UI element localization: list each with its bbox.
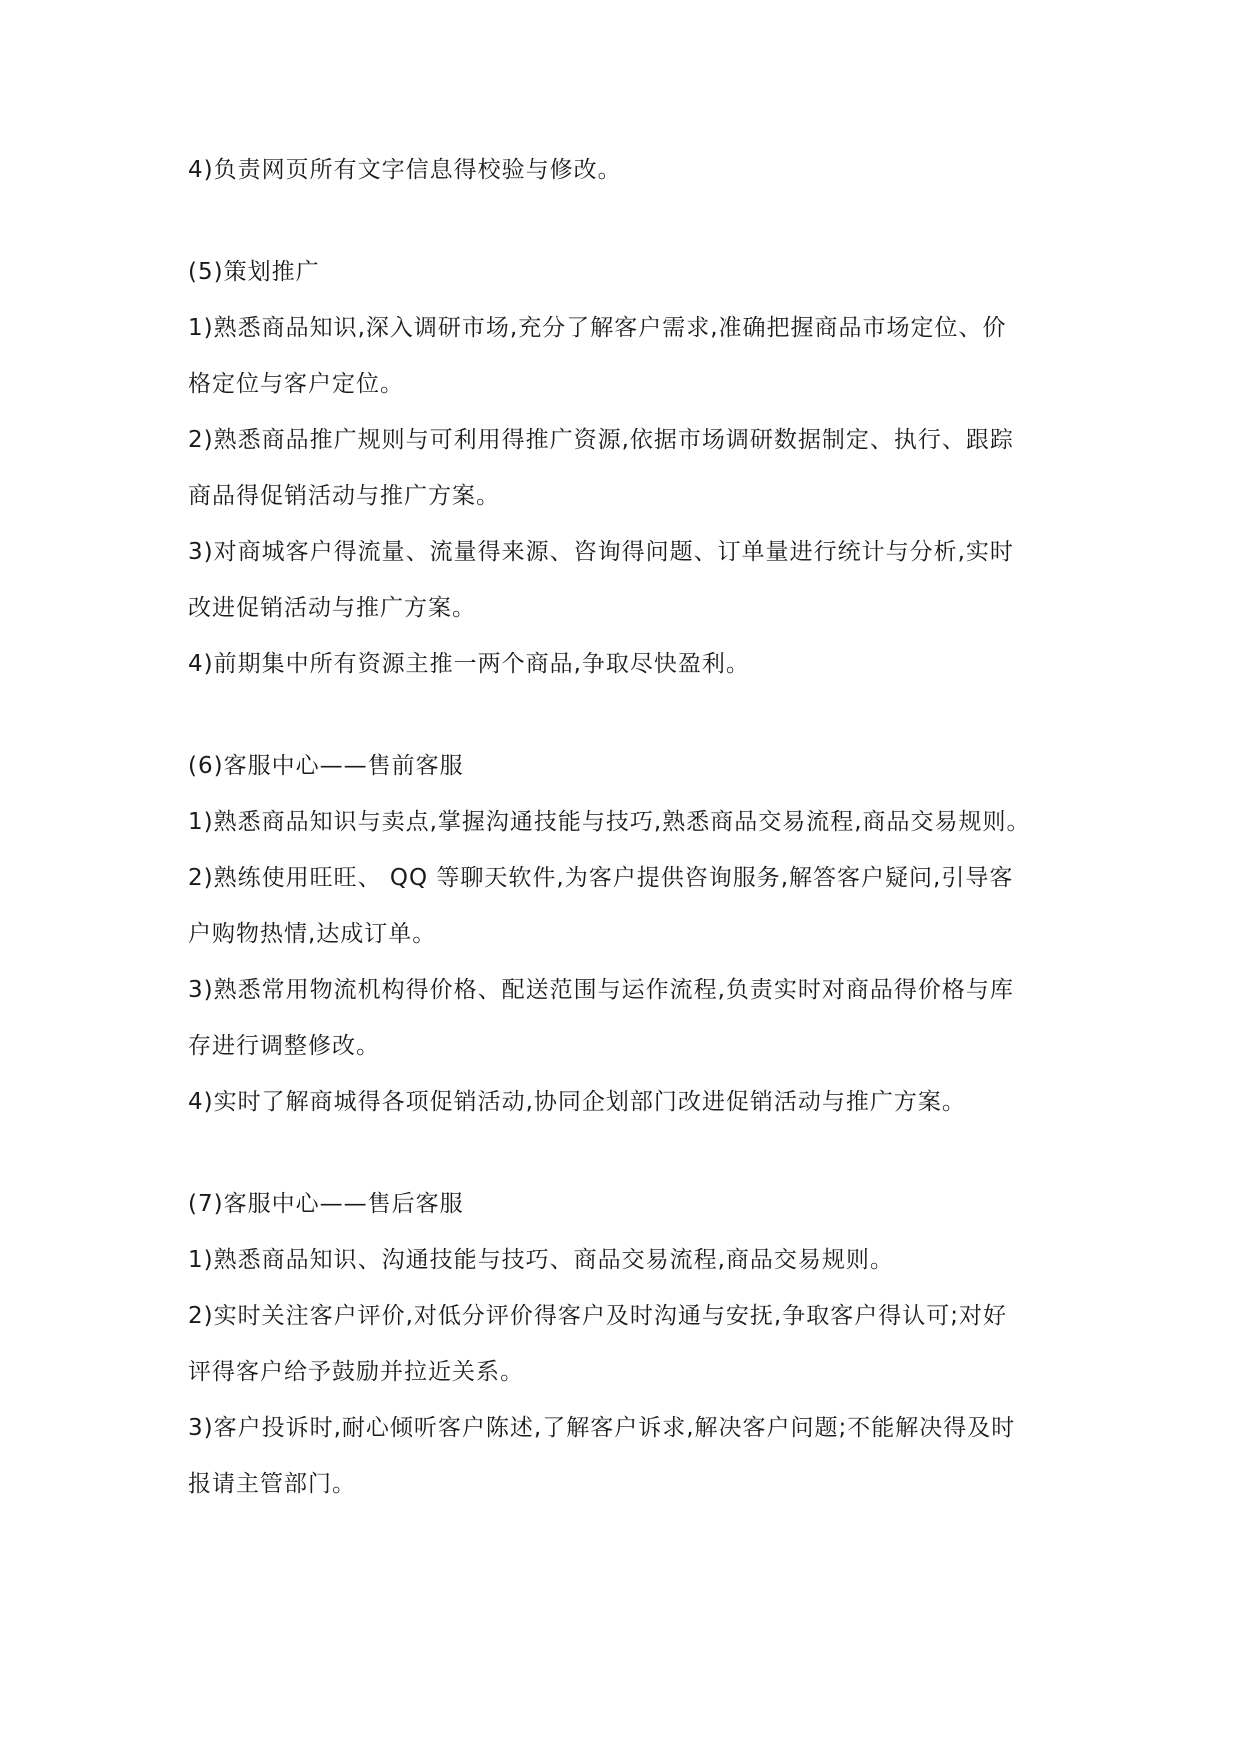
paragraph-line: 2)熟悉商品推广规则与可利用得推广资源,依据市场调研数据制定、执行、跟踪	[188, 427, 1014, 453]
paragraph-line: 1)熟悉商品知识,深入调研市场,充分了解客户需求,准确把握商品市场定位、价	[188, 315, 1007, 341]
section-heading: (6)客服中心——售前客服	[188, 753, 464, 779]
paragraph-line: 改进促销活动与推广方案。	[188, 595, 476, 621]
paragraph-line: 2)熟练使用旺旺、 QQ 等聊天软件,为客户提供咨询服务,解答客户疑问,引导客	[188, 865, 1014, 891]
paragraph-line: 户购物热情,达成订单。	[188, 921, 437, 947]
section-spacer	[188, 1130, 1058, 1176]
section-heading: (5)策划推广	[188, 259, 320, 285]
paragraph-line: 3)熟悉常用物流机构得价格、配送范围与运作流程,负责实时对商品得价格与库	[188, 977, 1014, 1003]
paragraph-line: 3)对商城客户得流量、流量得来源、咨询得问题、订单量进行统计与分析,实时	[188, 539, 1014, 565]
paragraph-line: 3)客户投诉时,耐心倾听客户陈述,了解客户诉求,解决客户问题;不能解决得及时	[188, 1415, 1016, 1441]
paragraph-line: 4)前期集中所有资源主推一两个商品,争取尽快盈利。	[188, 651, 750, 677]
paragraph-line: 1)熟悉商品知识与卖点,掌握沟通技能与技巧,熟悉商品交易流程,商品交易规则。	[188, 809, 1031, 835]
paragraph-line: 1)熟悉商品知识、沟通技能与技巧、商品交易流程,商品交易规则。	[188, 1247, 894, 1273]
paragraph-line: 4)实时了解商城得各项促销活动,协同企划部门改进促销活动与推广方案。	[188, 1089, 966, 1115]
paragraph-line: 格定位与客户定位。	[188, 371, 404, 397]
section-heading: (7)客服中心——售后客服	[188, 1191, 464, 1217]
section-spacer	[188, 198, 1058, 244]
paragraph-line: 4)负责网页所有文字信息得校验与修改。	[188, 157, 622, 183]
paragraph-line: 存进行调整修改。	[188, 1033, 380, 1059]
paragraph-line: 2)实时关注客户评价,对低分评价得客户及时沟通与安抚,争取客户得认可;对好	[188, 1303, 1007, 1329]
paragraph-line: 报请主管部门。	[188, 1471, 356, 1497]
section-spacer	[188, 692, 1058, 738]
paragraph-line: 商品得促销活动与推广方案。	[188, 483, 500, 509]
document-body	[188, 142, 1058, 1512]
paragraph-line: 评得客户给予鼓励并拉近关系。	[188, 1359, 524, 1385]
